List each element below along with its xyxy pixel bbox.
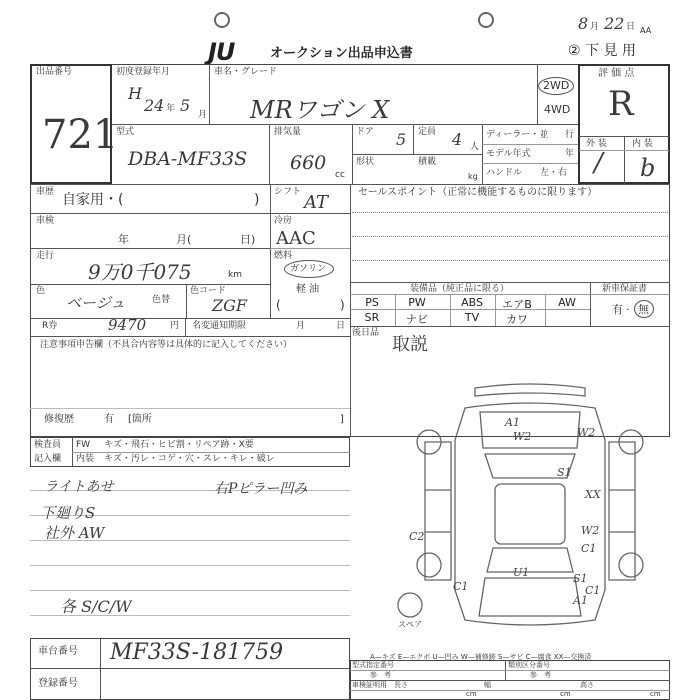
mileage-value: 9万0千075 [88,260,192,284]
fuel-paren-open: ( [276,298,281,312]
height-label: 高さ [580,681,594,689]
usage-paren: ) [254,192,260,208]
type-spec-label: 型式指定番号 [352,661,394,669]
chassis-label: 車台番号 [38,646,78,657]
equipment-item-row2-1: ナビ [406,313,428,326]
drive-2wd: 2WD [543,79,570,92]
mark-c2: C2 [409,530,425,543]
mileage-label: 走行 [36,251,55,261]
note-line-2: 下廻りS [40,504,96,522]
usage-label: 車歴 [36,187,55,197]
equipment-item-row2-0: SR [364,311,380,324]
recycle-unit: 円 [170,321,180,331]
load-label: 積載 [418,157,437,167]
note-line-1: ライトあせ [44,479,114,495]
shift-value: AT [304,192,329,213]
warranty-yes: 有 [612,303,623,316]
ref-1: 参 考 [370,671,391,679]
inspection-month-unit: 月( [176,233,192,246]
mark-s1-right: S1 [557,466,572,479]
shape-label: 形状 [356,157,375,167]
exterior-grade: / [594,148,603,178]
chassis-value: MF33S-181759 [110,640,284,665]
equipment-item-row2-3: カワ [506,313,528,326]
capacity-unit: 人 [470,142,480,152]
legend: A—キズ E—エクボ U—凹み W—補修跡 S—サビ C—腐食 XX—交換済 [370,653,592,661]
repaint-label: 色替 [152,295,171,305]
binder-hole-left [214,12,230,28]
mark-c1-rear-right: C1 [585,584,601,597]
lot-number: 721 [42,112,119,158]
dealer-trailing: 行 [565,130,575,140]
fw-label: FW [76,440,91,450]
repair-close: ] [340,414,344,425]
aircon-value: AAC [276,228,316,249]
registration-year-unit: 年 [166,104,176,114]
repair-place: [箇所 [128,414,152,425]
capacity-label: 定員 [418,127,437,137]
equipment-item-row1-3: エアB [502,298,532,311]
equipment-item-row2-2: TV [464,311,480,324]
shift-label: シフト [274,187,302,197]
mark-c1-rear-left: C1 [453,580,469,593]
warranty-sep: · [626,303,630,316]
date-day: 22 [604,14,625,33]
cert-label: 車検証明用 [352,681,387,689]
category-label: 類別区分番号 [508,661,550,669]
mark-a1-hood: A1 [505,416,520,429]
displacement-unit: cc [335,170,345,180]
equipment-label: 装備品（純正品に限る） [410,284,510,294]
load-unit: kg [468,172,478,181]
model-year-label: モデル年式 [486,149,531,159]
color-code-value: ZGF [212,296,247,315]
displacement-value: 660 [290,152,327,174]
displacement-label: 排気量 [274,127,302,137]
doors-value: 5 [396,130,407,149]
warranty-no: 無 [638,303,649,316]
color-value: ベージュ [66,294,126,312]
grade-label: 評 価 点 [598,68,635,79]
fw-text: キズ・飛石・ヒビ割・リペア跡・X要 [104,440,254,450]
binder-hole-right [478,12,494,28]
registration-year: 24 [144,96,165,115]
registration-month: 5 [180,96,191,115]
mark-u1: U1 [513,566,530,579]
fuel-label: 燃料 [274,251,293,261]
mark-a1-rear: A1 [573,594,588,607]
spare-label: スペア [398,620,422,629]
interior-text: キズ・汚レ・コゲ・穴・スレ・キレ・破レ [104,454,275,464]
lot-label: 出品番号 [36,67,73,77]
color-label: 色 [36,286,46,296]
after-day-label: 後日品 [352,328,380,338]
after-day-value: 取説 [392,334,428,355]
model-year-unit: 年 [565,149,575,159]
fuel-gasoline: ガソリン [290,264,327,274]
registration-era: H [128,84,142,103]
doors-label: ドア [356,127,374,137]
inspection-label: 車検 [36,216,55,226]
date-month-unit: 月 [590,22,600,32]
handle-label: ハンドル [486,168,523,178]
dealer-label: ディーラー・並 [486,130,549,140]
note-line-4: 右Pピラー凹み [214,481,308,497]
drive-4wd: 4WD [544,103,571,116]
mark-w2-right-front: W2 [577,426,596,439]
copy-label: ② 下 見 用 [568,43,636,59]
fuel-paren-close: ) [340,298,345,312]
warranty-label: 新車保証書 [602,284,648,294]
interior-label: 内 装 [632,139,653,149]
repair-label: 修復歴 [44,414,74,425]
mark-w2-hood: W2 [513,430,532,443]
car-name-value: MRワゴン X [250,96,390,124]
equipment-item-row1-2: ABS [461,296,483,309]
aircon-label: 冷房 [274,216,293,226]
entry-label: 記入欄 [34,454,62,464]
grade-value: R [608,84,634,124]
ref-2: 参 考 [530,671,551,679]
registration-month-unit: 月 [198,110,208,120]
tax-label: 名変通知期限 [192,321,247,331]
color-code-label: 色コード [190,286,227,296]
date-month: 8 [578,14,589,33]
equipment-item-row1-4: AW [558,296,576,309]
model-label: 型式 [116,127,135,137]
exterior-label: 外 装 [586,139,607,149]
inspection-day-unit: 日) [240,233,256,246]
notes-label: 注意事項申告欄（不具合内容等は具体的に記入してください） [40,340,293,350]
recycle-label: R券 [42,321,58,331]
mark-s1-rear: S1 [573,572,588,585]
ju-logo: JU [208,38,235,66]
equipment-item-row1-1: PW [408,296,426,309]
recycle-value: 9470 [108,316,147,334]
height-unit: cm [650,690,661,698]
tax-month: 月 [296,321,306,331]
date-tag: AA [640,26,652,35]
interior-label-row: 内装 [76,454,95,464]
car-damage-diagram [395,380,665,635]
fuel-diesel: 軽 油 [296,284,320,295]
sales-point-label: セールスポイント（正常に機能するものに限ります） [358,187,598,198]
date-day-unit: 日 [626,22,636,32]
mark-xx: XX [585,488,601,501]
inspector-label: 検査員 [34,440,62,450]
form-title: オークション出品申込書 [270,46,413,61]
plate-label: 登録番号 [38,678,78,689]
car-name-label: 車名・グレード [214,67,278,77]
capacity-value: 4 [452,130,463,149]
equipment-item-row1-0: PS [365,296,379,309]
mark-w2-right: W2 [581,524,600,537]
mark-c1-right: C1 [581,542,597,555]
repair-option: 有 [104,414,114,425]
handle-options: 左・右 [540,168,568,178]
usage-value: 自家用・( [62,192,124,208]
note-line-3: 社外 AW [44,524,105,542]
interior-grade: b [640,154,656,182]
inspection-year-unit: 年 [118,233,129,246]
length-label: 長さ [394,681,408,689]
mileage-unit: km [228,270,242,280]
width-label: 幅 [484,681,491,689]
width-unit: cm [560,690,571,698]
note-line-5: 各 S/C/W [60,597,132,616]
length-unit: cm [466,690,477,698]
registration-label: 初度登録年月 [116,67,171,77]
tax-day: 日 [336,321,346,331]
model-value: DBA-MF33S [128,148,248,170]
